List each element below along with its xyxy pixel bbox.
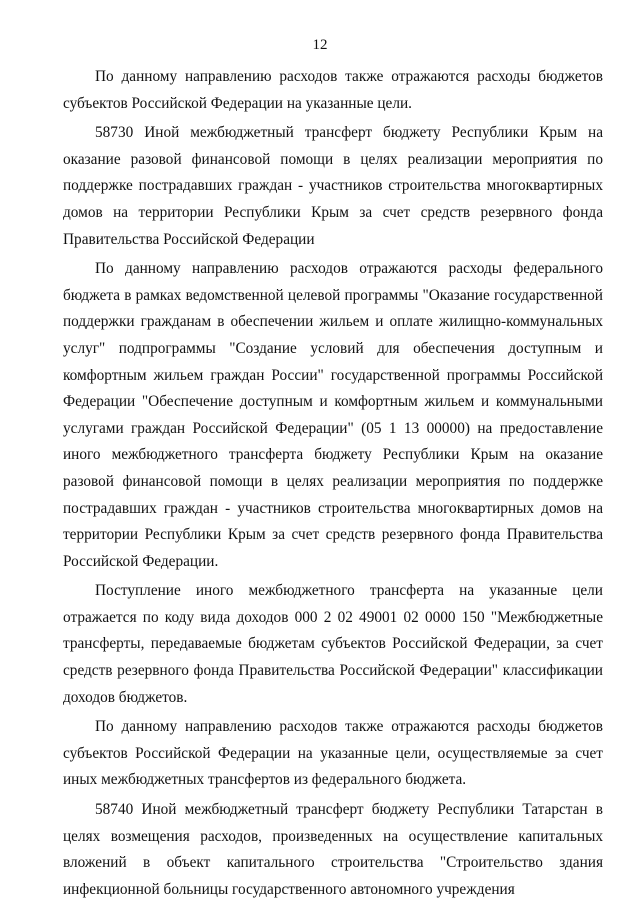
page-number: 12 xyxy=(312,37,328,53)
paragraph: По данному направлению расходов также отражаются расходы бюджетов субъектов Российской Федерации на указанные цели, осуществляемые за счет иных межбюджетных трансфертов из федерального бюджета. xyxy=(63,718,603,789)
paragraph: По данному направлению расходов также отражаются расходы бюджетов субъектов Российской Федерации на указанные цели. xyxy=(63,68,603,112)
paragraph: 58740 Иной межбюджетный трансферт бюджету Республики Татарстан в целях возмещения расходов, произведенных на осуществление капитальных вложений в объект капитального строительства "Строительство здания инфекционной больницы государственного автономного учреждения xyxy=(63,801,603,898)
paragraph: Поступление иного межбюджетного трансферта на указанные цели отражается по коду вида доходов 000 2 02 49001 02 0000 150 "Межбюджетные трансферты, передаваемые бюджетам субъектов Российской Федерации, за счет средств резервного фонда Правительства Российской Федерации" классификации доходов бюджетов. xyxy=(63,582,603,706)
paragraph: 58730 Иной межбюджетный трансферт бюджету Республики Крым на оказание разовой финансовой помощи в целях реализации мероприятия по поддержке пострадавших граждан - участников строительства многоквартирных домов на территории Республики Крым за счет средств резервного фонда Правительства Российской Федерации xyxy=(63,124,603,248)
document-body xyxy=(63,64,603,903)
paragraph: По данному направлению расходов отражаются расходы федерального бюджета в рамках ведомственной целевой программы "Оказание государственной поддержки гражданам в обеспечении жильем и оплате жилищно-коммунальных услуг" подпрограммы "Создание условий для обеспечения доступным и комфортным жильем граждан России" государственной программы Российской Федерации "Обеспечение доступным и комфортным жильем и коммунальными услугами граждан Российской Федерации" (05 1 13 00000) на предоставление иного межбюджетного трансферта бюджету Республики Крым на оказание разовой финансовой помощи в целях реализации мероприятия по поддержке пострадавших граждан - участников строительства многоквартирных домов на территории Республики Крым за счет средств резервного фонда Правительства Российской Федерации. xyxy=(63,260,603,570)
